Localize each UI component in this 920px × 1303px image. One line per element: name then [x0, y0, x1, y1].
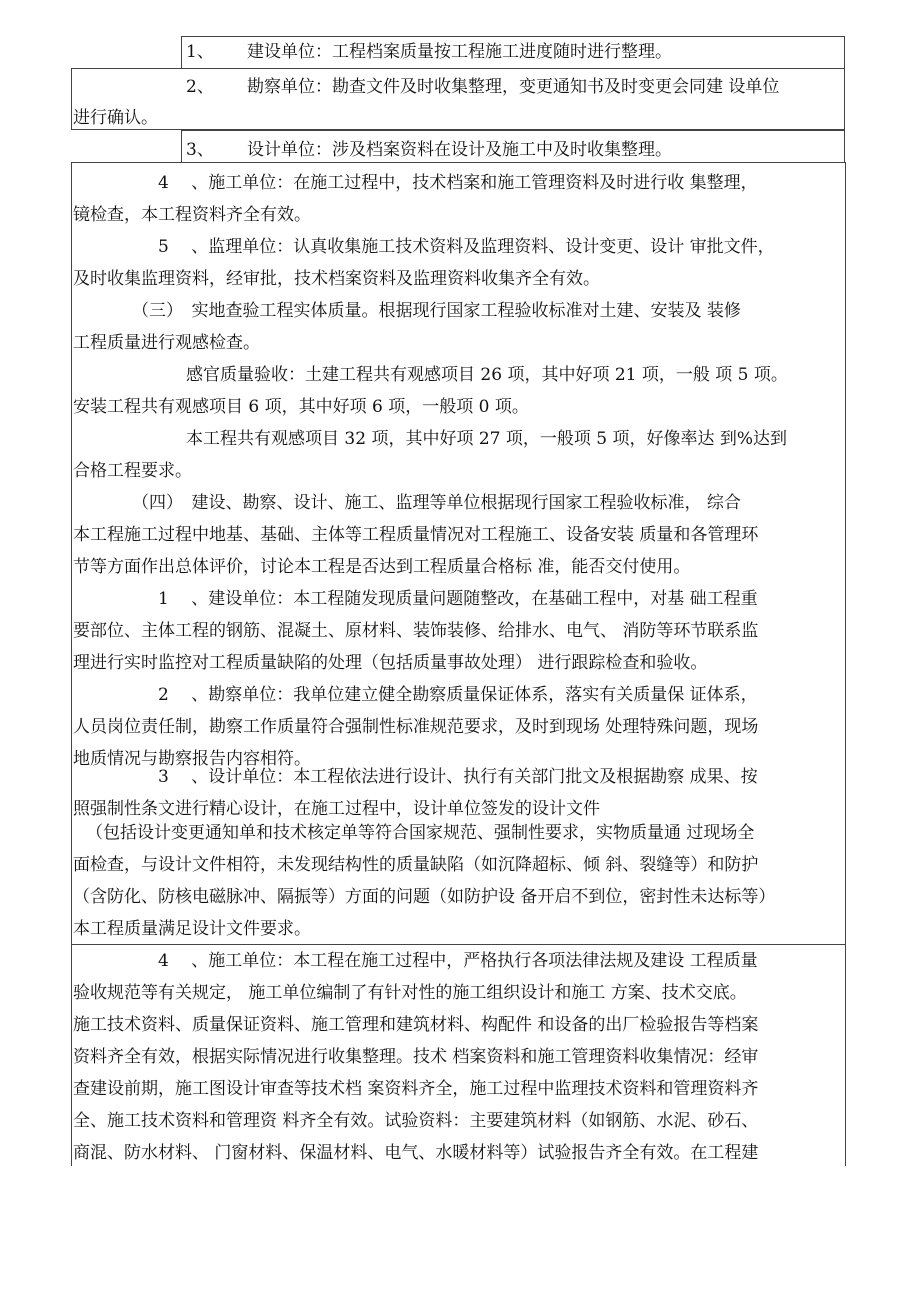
body-line-22: （包括设计变更通知单和技术核定单等符合国家规范、强制性要求，实物质量通 过现场全 — [86, 823, 755, 843]
body-line-15: 要部位、主体工程的钢筋、混凝土、原材料、装饰装修、给排水、电气、 消防等环节联系监 — [73, 621, 759, 641]
body-line-27: 验收规范等有关规定， 施工单位编制了有针对性的施工组织设计和施工 方案、技术交底。 — [73, 983, 747, 1003]
body-line-21: 照强制性条文进行精心设计，在施工过程中，设计单位签发的设计文件 — [73, 799, 600, 819]
row-3-number: 3、 — [186, 140, 214, 160]
body-line-32: 商混、防水材料、 门窗材料、保温材料、电气、水暖材料等）试验报告齐全有效。在工程建 — [73, 1143, 759, 1163]
body-line-3: 5 、监理单位：认真收集施工技术资料及监理资料、设计变更、设计 审批文件， — [158, 237, 775, 257]
body-line-19: 地质情况与勘察报告内容相符。 — [73, 749, 311, 769]
body-line-23: 面检查，与设计文件相符，未发现结构性的质量缺陷（如沉降超标、倾 斜、裂缝等）和防护 — [73, 855, 759, 875]
body-line-16: 理进行实时监控对工程质量缺陷的处理（包括质量事故处理） 进行跟踪检查和验收。 — [73, 653, 708, 673]
row-2-text: 勘察单位：勘查文件及时收集整理，变更通知书及时变更会同建 设单位 — [247, 77, 780, 97]
body-line-25: 本工程质量满足设计文件要求。 — [73, 919, 311, 939]
row-3-text: 设计单位：涉及档案资料在设计及施工中及时收集整理。 — [247, 140, 672, 160]
body-line-11: （四） 建设、勘察、设计、施工、监理等单位根据现行国家工程验收标准， 综合 — [132, 493, 741, 513]
body-line-13: 节等方面作出总体评价，讨论本工程是否达到工程质量合格标 准，能否交付使用。 — [73, 557, 691, 577]
body-frame-top — [71, 162, 846, 163]
row-1-text: 建设单位：工程档案质量按工程施工进度随时进行整理。 — [247, 42, 672, 62]
section-divider — [71, 944, 846, 945]
body-line-7: 感官质量验收：土建工程共有观感项目 26 项，其中好项 21 项，一般 项 5 项。 — [186, 365, 788, 385]
body-line-10: 合格工程要求。 — [73, 461, 192, 481]
body-line-14: 1 、建设单位：本工程随发现质量问题随整改，在基础工程中，对基 础工程重 — [158, 589, 758, 609]
body-line-8: 安装工程共有观感项目 6 项，其中好项 6 项，一般项 0 项。 — [73, 397, 529, 417]
body-line-24: （含防化、防核电磁脉冲、隔振等）方面的问题（如防护设 备开启不到位，密封性未达标等） — [73, 887, 776, 907]
row-1-number: 1、 — [186, 42, 214, 62]
body-frame-right — [845, 162, 846, 1166]
body-line-26: 4 、施工单位：本工程在施工过程中，严格执行各项法律法规及建设 工程质量 — [158, 951, 758, 971]
body-line-20: 3 、设计单位：本工程依法进行设计、执行有关部门批文及根据勘察 成果、按 — [158, 767, 758, 787]
body-line-4: 及时收集监理资料，经审批，技术档案资料及监理资料收集齐全有效。 — [73, 269, 600, 289]
body-line-18: 人员岗位责任制，勘察工作质量符合强制性标准规范要求，及时到现场 处理特殊问题，现场 — [73, 717, 759, 737]
body-line-6: 工程质量进行观感检查。 — [73, 333, 260, 353]
body-line-1: 4 、施工单位：在施工过程中，技术档案和施工管理资料及时进行收 集整理， — [158, 173, 758, 193]
body-line-17: 2 、勘察单位：我单位建立健全勘察质量保证体系，落实有关质量保 证体系， — [158, 685, 758, 705]
body-line-5: （三） 实地查验工程实体质量。根据现行国家工程验收标准对土建、安装及 装修 — [132, 301, 741, 321]
body-line-2: 镜检查，本工程资料齐全有效。 — [73, 205, 311, 225]
body-frame-left — [71, 162, 72, 1166]
body-line-29: 资料齐全有效，根据实际情况进行收集整理。技术 档案资料和施工管理资料收集情况：经审 — [73, 1047, 759, 1067]
body-line-30: 查建设前期，施工图设计审查等技术档 案资料齐全，施工过程中监理技术资料和管理资料齐 — [73, 1079, 759, 1099]
body-line-9: 本工程共有观感项目 32 项，其中好项 27 项，一般项 5 项，好像率达 到%达到 — [186, 429, 788, 449]
body-line-12: 本工程施工过程中地基、基础、主体等工程质量情况对工程施工、设备安装 质量和各管理环 — [73, 525, 759, 545]
row-2-number: 2、 — [186, 77, 214, 97]
body-line-28: 施工技术资料、质量保证资料、施工管理和建筑材料、构配件 和设备的出厂检验报告等档案 — [73, 1015, 759, 1035]
body-line-31: 全、施工技术资料和管理资 料齐全有效。试验资料：主要建筑材料（如钢筋、水泥、砂石、 — [73, 1111, 759, 1131]
row-2-continuation: 进行确认。 — [73, 108, 158, 128]
